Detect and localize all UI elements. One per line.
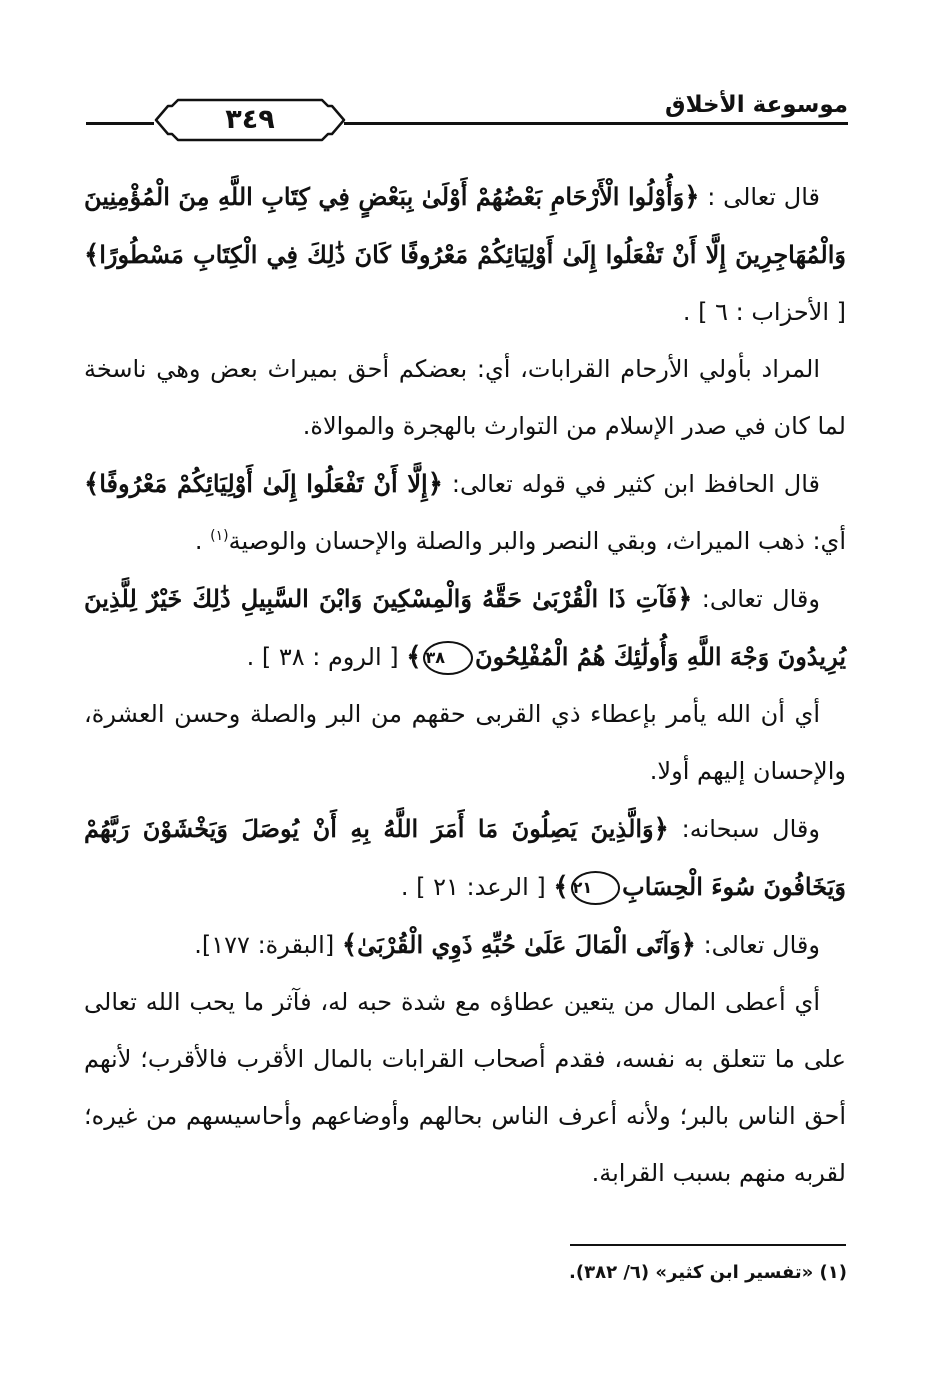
- footnote-reference: (١): [210, 528, 229, 544]
- quran-bracket: ﴿: [684, 182, 700, 212]
- quran-bracket: ﴿: [680, 930, 696, 960]
- header-rule-right: [344, 122, 848, 125]
- quran-bracket: ﴿: [653, 814, 669, 844]
- paragraph-text: وقال تعالى:: [692, 585, 820, 613]
- paragraph-text: وقال تعالى:: [695, 931, 820, 959]
- page-header: [86, 92, 848, 142]
- paragraph: [84, 916, 846, 974]
- quran-verse: وَالَّذِينَ يَصِلُونَ مَا أَمَرَ اللَّهُ بِهِ أَنْ يُوصَلَ وَيَخْشَوْنَ رَبَّهُمْ وَيَخَافُونَ سُوءَ الْحِسَابِ: [84, 814, 846, 901]
- paragraph-text: [ الأحزاب : ٦ ] .: [682, 298, 846, 326]
- paragraph: [84, 570, 846, 686]
- paragraph: [84, 168, 846, 341]
- page-number: ٣٤٩: [225, 104, 275, 135]
- paragraph: [84, 341, 846, 455]
- quran-bracket: ﴾: [84, 240, 100, 270]
- paragraph-text: قال تعالى :: [699, 183, 820, 211]
- paragraph-text: قال الحافظ ابن كثير في قوله تعالى:: [442, 470, 821, 498]
- footnote: (١) «تفسير ابن كثير» (٦/ ٣٨٢).: [569, 1262, 847, 1283]
- quran-bracket: ﴾: [84, 469, 100, 499]
- paragraph-text: وقال سبحانه:: [668, 815, 820, 843]
- quran-verse: وَأُوْلُوا الْأَرْحَامِ بَعْضُهُمْ أَوْلَىٰ بِبَعْضٍ فِي كِتَابِ اللَّهِ مِنَ الْمُؤْمِنِينَ وَالْمُهَاجِرِينَ إِلَّا أَنْ تَفْعَلُوا إِلَىٰ أَوْلِيَائِكُمْ مَعْرُوفًا كَانَ ذَٰلِكَ فِي الْكِتَابِ مَسْطُورًا: [84, 182, 846, 269]
- paragraph: [84, 800, 846, 916]
- paragraph-text: المراد بأولي الأرحام القرابات، أي: بعضكم أحق بميراث بعض وهي ناسخة لما كان في صدر الإسلام من التوارث بالهجرة والموالاة.: [84, 355, 846, 440]
- ayah-number-badge: ٣٨: [423, 641, 473, 675]
- ayah-number-badge: ٢١: [571, 871, 621, 905]
- page-number-frame: [152, 96, 348, 144]
- quran-bracket: ﴾: [406, 642, 422, 672]
- body-text: [84, 168, 846, 1202]
- paragraph: [84, 974, 846, 1202]
- paragraph: [84, 686, 846, 800]
- paragraph-text: [ الرعد: ٢١ ] .: [400, 873, 554, 901]
- book-title: موسوعة الأخلاق: [665, 92, 848, 118]
- paragraph: [84, 455, 846, 570]
- paragraph-text: أي أعطى المال من يتعين عطاؤه مع شدة حبه له، فآثر ما يحب الله تعالى على ما تتعلق به نفسه، فقدم أصحاب القرابات بالمال الأقرب فالأقرب؛ لأنهم أحق الناس بالبر؛ ولأنه أعرف الناس بحالهم وأوضاعهم وأحاسيسهم من غيره؛ لقربه منهم بسبب القرابة.: [84, 988, 846, 1187]
- quran-bracket: ﴿: [427, 469, 443, 499]
- quran-verse: إِلَّا أَنْ تَفْعَلُوا إِلَىٰ أَوْلِيَائِكُمْ مَعْرُوفًا: [99, 469, 428, 498]
- quran-bracket: ﴾: [553, 872, 569, 902]
- quran-verse: فَآتِ ذَا الْقُرْبَىٰ حَقَّهُ وَالْمِسْكِينَ وَابْنَ السَّبِيلِ ذَٰلِكَ خَيْرٌ لِلَّذِينَ يُرِيدُونَ وَجْهَ اللَّهِ وَأُولَٰئِكَ هُمُ الْمُفْلِحُونَ: [84, 584, 846, 671]
- quran-bracket: ﴾: [341, 930, 358, 960]
- paragraph-text: .: [194, 527, 211, 555]
- paragraph-text: [ الروم : ٣٨ ] .: [246, 643, 407, 671]
- header-rule-left: [86, 122, 154, 125]
- quran-bracket: ﴿: [677, 584, 693, 614]
- quran-verse: وَآتَى الْمَالَ عَلَىٰ حُبِّهِ ذَوِي الْقُرْبَىٰ: [357, 930, 681, 959]
- paragraph-text: [البقرة: ١٧٧].: [194, 931, 342, 959]
- paragraph-text: أي أن الله يأمر بإعطاء ذي القربى حقهم من البر والصلة وحسن العشرة، والإحسان إليهم أولا.: [84, 700, 846, 785]
- footnote-separator: [570, 1244, 846, 1246]
- paragraph-text: أي: ذهب الميراث، وبقي النصر والبر والصلة والإحسان والوصية: [228, 527, 846, 555]
